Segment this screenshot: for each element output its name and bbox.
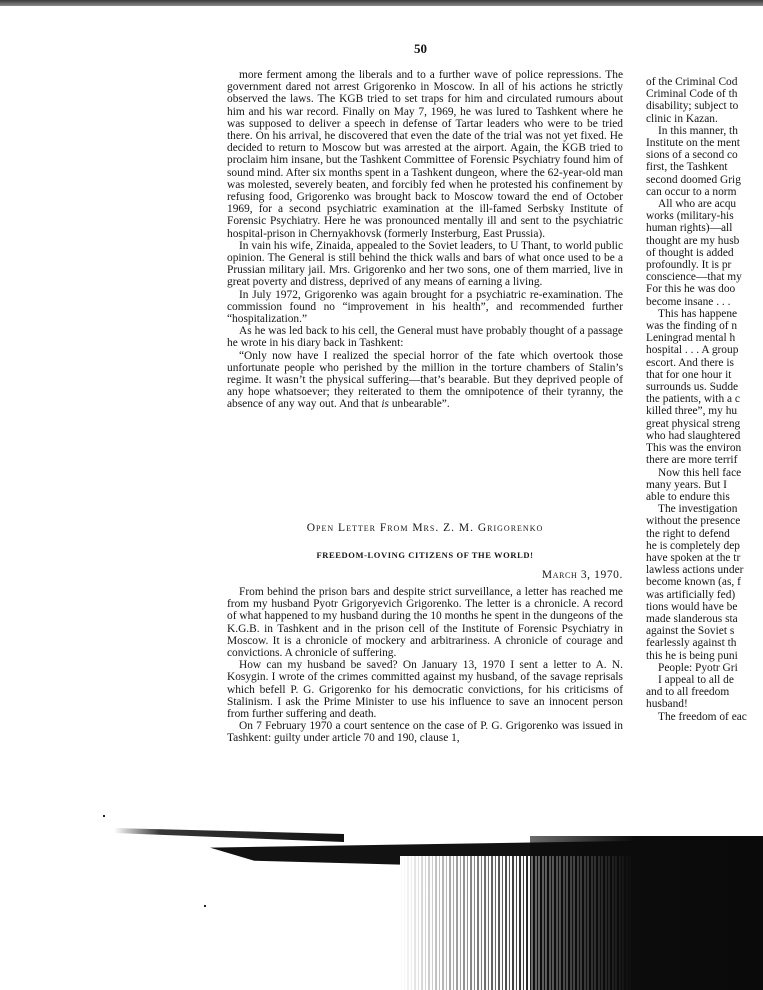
- right-column-line: surrounds us. Sudde: [646, 381, 739, 394]
- right-column-line: this he is being puni: [646, 649, 738, 662]
- right-column-line: This was the environ: [646, 442, 742, 455]
- scan-artifact: [100, 816, 763, 990]
- paragraph: more ferment among the liberals and to a further wave of police repressions. The government dared not arrest Grigorenko in Moscow. In all of his actions he strictly observed the laws. The KGB tried to set traps for him and circulated rumours about him and his war record. Finally on May 7, 1969, he was lured to Tashkent where he was supposed to deliver a speech in defense of Tartar leaders who were to be tried there. On his arrival, he discovered that even the date of the trial was not yet fixed. He decided to return to Moscow but was arrested at the airport. Again, the KGB tried to proclaim him insane, but the Tashkent Committee of Forensic Psychiatry found him of sound mind. After six months spent in a Tashkent dungeon, where the 62-year-old man was molested, severely beaten, and forcibly fed when he protested his confinement by refusing food, Grigorenko was brought back to Moscow toward the end of October 1969, for a second psychiatric examination at the ill-famed Serbsky Institute of Forensic Psychiatry. Here he was pronounced mentally ill and sent to the psychiatric hospital-prison in Chernyakhovsk (formerly Insterburg, East Prussia).: [227, 69, 623, 240]
- right-column-line: fearlessly against th: [646, 637, 737, 650]
- right-column-line: was the finding of n: [646, 320, 738, 333]
- right-column-line: For this he was doo: [646, 283, 736, 296]
- right-column-line: Institute on the ment: [646, 137, 740, 150]
- right-column-line: Criminal Code of th: [646, 88, 738, 101]
- right-column-line: made slanderous sta: [646, 612, 738, 625]
- scan-top-edge: [0, 0, 763, 6]
- right-column-line: of the Criminal Cod: [646, 76, 738, 88]
- paragraph: In vain his wife, Zinaida, appealed to the Soviet leaders, to U Thant, to world public opinion. The General is still behind the thick walls and bars of what once used to be a Prussian military jail. Mrs. Grigorenko and her two sons, one of them married, live in great poverty and distress, deprived of any means of earning a living.: [227, 239, 623, 289]
- right-column-line: great physical streng: [646, 417, 741, 430]
- scan-speck: [103, 815, 105, 817]
- right-column-line: able to endure this: [646, 490, 730, 503]
- right-column-line: Now this hell face: [658, 466, 742, 479]
- right-column-line: husband!: [646, 698, 688, 711]
- right-column-line: and to all freedom: [646, 686, 730, 699]
- right-column-line: hospital . . . A group: [646, 344, 739, 357]
- right-column-line: against the Soviet s: [646, 625, 735, 638]
- right-column-line: have spoken at the tr: [646, 551, 741, 564]
- right-column-line: human rights)—all: [646, 222, 733, 235]
- right-column-line: This has happene: [658, 307, 738, 320]
- right-column-line: can occur to a norm: [646, 185, 737, 198]
- right-column-line: tions would have be: [646, 600, 738, 613]
- right-column-line: that for one hour it: [646, 368, 732, 381]
- right-column-line: there are more terrif: [646, 454, 738, 467]
- paragraph: On 7 February 1970 a court sentence on the case of P. G. Grigorenko was issued in Tashkent: guilty under article 70 and 190, clause 1,: [227, 720, 623, 745]
- right-column-line: was artificially fed): [646, 588, 736, 601]
- scan-speck: [204, 905, 206, 907]
- right-column-line: The freedom of eac: [658, 710, 747, 723]
- right-column-line: many years. But I: [646, 478, 727, 491]
- paragraph: From behind the prison bars and despite strict surveillance, a letter has reached me from my husband Pyotr Grigoryevich Grigorenko. The letter is a chronicle. A record of what happened to my husband during the 10 months he spent in the dungeons of the K.G.B. in Tashkent and in the prison cell of the Institute of Forensic Psychiatry in Moscow. It is a chronicle of mockery and arbitrariness. A chronicle of courage and convictions. A chronicle of suffering.: [227, 586, 623, 660]
- letter-heading: Open Letter From Mrs. Z. M. Grigorenko: [306, 522, 544, 534]
- right-column-line: thought are my husb: [646, 234, 740, 247]
- right-column-line: In this manner, th: [658, 124, 738, 137]
- right-column-text: [646, 76, 763, 723]
- letter-date: March 3, 1970.: [541, 569, 623, 581]
- left-column-text: [227, 69, 623, 411]
- right-column-line: he is completely dep: [646, 539, 740, 552]
- right-column-line: works (military-his: [646, 210, 734, 223]
- right-column-line: sions of a second co: [646, 149, 738, 162]
- diary-quote: “Only now have I realized the special horror of the fate which overtook those unfortunate people who perished by the million in the torture chambers of Stalin’s regime. It wasn’t the physical suffering—that’s bearable. But they deprived people of any hope whatsoever; they reiterated to them the omnipotence of their tyranny, the absence of any way out. And that is unbearable”.: [227, 349, 623, 411]
- right-column-line: profoundly. It is pr: [646, 259, 732, 272]
- right-column-line: The investigation: [658, 503, 738, 516]
- right-column-line: who had slaughtered: [646, 429, 741, 442]
- right-column-line: without the presence: [646, 515, 741, 528]
- right-column-line: clinic in Kazan.: [646, 112, 718, 125]
- right-column-line: second doomed Grig: [646, 173, 741, 186]
- letter-salutation: FREEDOM-LOVING CITIZENS OF THE WORLD!: [316, 550, 534, 560]
- paragraph: How can my husband be saved? On January 13, 1970 I sent a letter to A. N. Kosygin. I wrote of the crimes committed against my husband, of the savage reprisals which befell P. G. Grigorenko for his democratic convictions, for his criticisms of Stalinism. I ask the Prime Minister to use his influence to save an innocent person from further suffering and death.: [227, 659, 623, 721]
- letter-body: [227, 586, 623, 745]
- paragraph: As he was led back to his cell, the General must have probably thought of a passage he wrote in his diary back in Tashkent:: [227, 325, 623, 350]
- right-column-line: escort. And there is: [646, 356, 734, 369]
- right-column-line: All who are acqu: [658, 198, 737, 211]
- page-number: 50: [414, 41, 427, 56]
- right-column-line: become insane . . .: [646, 295, 731, 308]
- right-column-line: People: Pyotr Gri: [658, 661, 738, 674]
- right-column-line: conscience—that my: [646, 271, 742, 284]
- right-column-line: Leningrad mental h: [646, 332, 736, 345]
- right-column-line: first, the Tashkent: [646, 161, 728, 174]
- right-column-line: the right to defend: [646, 527, 730, 540]
- right-column-line: disability; subject to: [646, 100, 739, 113]
- right-column-line: the patients, with a c: [646, 393, 740, 406]
- right-column-line: become known (as, f: [646, 576, 741, 589]
- right-column-line: killed three”, my hu: [646, 405, 738, 418]
- right-column-line: lawless actions under: [646, 564, 744, 577]
- right-column-line: of thought is added: [646, 246, 734, 259]
- right-column-line: I appeal to all de: [658, 673, 734, 686]
- paragraph: In July 1972, Grigorenko was again brought for a psychiatric re-examination. The commission found no “improvement in his health”, and recommended further “hospitalization.”: [227, 288, 623, 326]
